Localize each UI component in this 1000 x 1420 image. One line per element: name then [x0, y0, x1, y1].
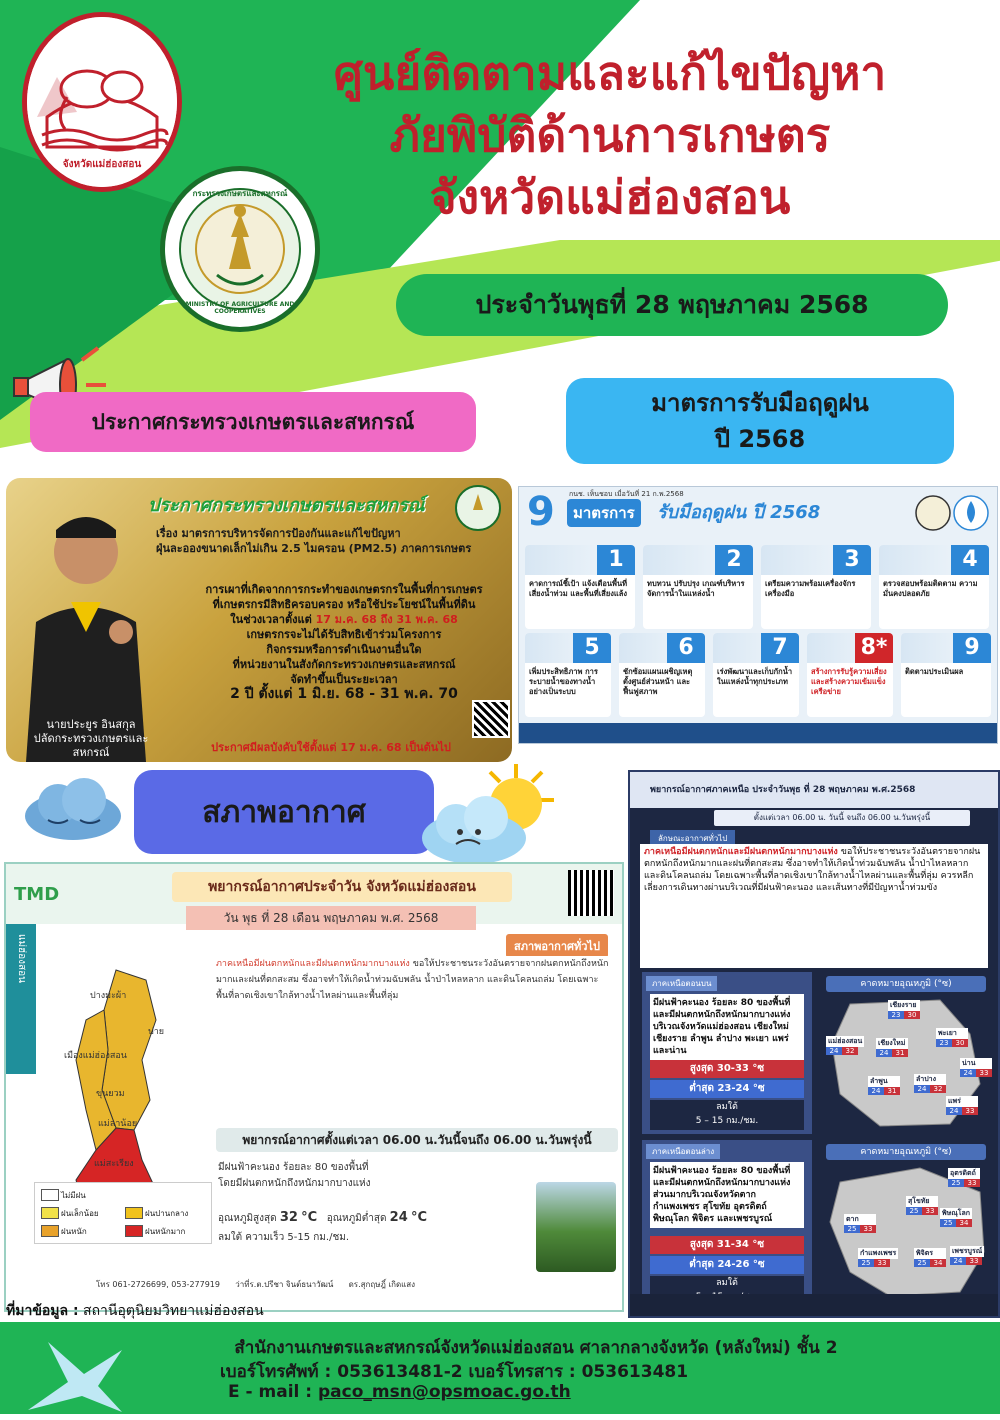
regional-general-highlight: ภาคเหนือมีฝนตกหนักและมีฝนตกหนักมากบางแห่ง — [644, 847, 838, 857]
subject-line-2: ฝุ่นละอองขนาดเล็กไม่เกิน 2.5 ไมครอน (PM2.5) ภาคการเกษตร — [156, 542, 472, 555]
district-maesariang: แม่สะเรียง — [94, 1159, 134, 1169]
city-name: พิษณุโลก — [942, 1209, 971, 1217]
data-source — [6, 1300, 264, 1322]
measures-banner — [566, 378, 954, 464]
measures-heading-line2: ปี 2568 — [714, 425, 806, 453]
measures-heading-line1: มาตรการรับมือฤดูฝน — [651, 389, 869, 417]
sun-cloud-icon — [416, 760, 566, 870]
city-temps — [914, 1085, 946, 1093]
official-name: นายประยูร อินสกุล — [46, 718, 136, 731]
city-low-temp: 23 — [936, 1039, 952, 1047]
upper-wind-speed: 5 – 15 กม./ชม. — [695, 1116, 759, 1126]
city-temps — [960, 1069, 992, 1077]
measure-text: ชักซ้อมแผนเผชิญเหตุ ตั้งศูนย์ส่วนหน้า และฟื้นฟูสภาพ — [623, 667, 693, 696]
regional-period: ตั้งแต่เวลา 06.00 น. วันนี้ จนถึง 06.00 น.วันพรุ่งนี้ — [714, 810, 970, 826]
footer-email-label: E - mail : — [228, 1382, 313, 1402]
measure-number: 9 — [953, 633, 991, 663]
footer-email-link[interactable]: paco_msn@opsmoac.go.th — [317, 1382, 571, 1402]
weather-heading: สภาพอากาศ — [202, 794, 366, 830]
title-line-3: จังหวัดแม่ฮ่องสอน — [429, 170, 791, 224]
measure-text: เตรียมความพร้อมเครื่องจักร เครื่องมือ — [765, 579, 856, 598]
city-name: เชียงใหม่ — [876, 1038, 908, 1049]
landscape-photo — [536, 1182, 616, 1272]
measure-card-highlight — [807, 633, 893, 717]
regional-general-text — [640, 844, 988, 968]
city-high-temp: 33 — [874, 1259, 890, 1267]
measure-number: 7 — [761, 633, 799, 663]
city-low-temp: 25 — [914, 1259, 930, 1267]
city-high-temp: 34 — [930, 1259, 946, 1267]
province-seal-text: จังหวัดแม่ฮ่องสอน — [62, 159, 142, 170]
city-high-temp: 33 — [966, 1257, 982, 1265]
city-name: อุตรดิตถ์ — [948, 1168, 980, 1179]
measure-text: สร้างการรับรู้ความเสี่ยง และสร้างความเข้มแข็ง เครือข่าย — [811, 667, 887, 696]
city-low-temp: 25 — [948, 1179, 964, 1187]
measure-number: 5 — [573, 633, 611, 663]
body-line-2: ที่เกษตรกรมีสิทธิครอบครอง หรือใช้ประโยชน์ในพื้นที่ดิน — [212, 598, 476, 611]
city-low-temp: 24 — [950, 1257, 966, 1265]
city-low-temp: 24 — [946, 1107, 962, 1115]
forecast-side-band — [6, 924, 36, 1074]
ministry-seal-en: MINISTRY OF AGRICULTURE AND COOPERATIVES — [185, 301, 295, 315]
city-low-temp: 24 — [826, 1047, 842, 1055]
measure-text: คาดการณ์ชี้เป้า แจ้งเตือนพื้นที่เสี่ยงน้ำท่วม และพื้นที่เสี่ยงแล้ง — [529, 579, 628, 598]
city-name: เชียงราย — [888, 1000, 920, 1011]
poster-body — [184, 582, 504, 702]
agency-logos-icon — [915, 493, 991, 533]
lower-north-high: สูงสุด 31-34 °ซ — [650, 1236, 804, 1254]
city-temp-label — [948, 1168, 980, 1187]
announcement-banner — [30, 392, 476, 452]
forecast-detail — [218, 1160, 518, 1192]
lower-north-low: ต่ำสุด 24-26 °ซ — [650, 1256, 804, 1274]
legend-heavy: ฝนหนัก — [61, 1227, 87, 1236]
city-temps — [888, 1011, 920, 1019]
forecast-contact — [96, 1278, 616, 1291]
city-high-temp: 33 — [922, 1207, 938, 1215]
upper-north-low: ต่ำสุด 23-24 °ซ — [650, 1080, 804, 1098]
legend-swatch-none — [41, 1189, 59, 1201]
city-temp-label — [858, 1248, 898, 1267]
lower-wind-direction: ลมใต้ — [716, 1278, 738, 1288]
body-line-3 — [184, 612, 504, 627]
city-temp-label — [888, 1000, 920, 1019]
city-temp-label — [940, 1208, 972, 1227]
province-seal-logo — [22, 12, 182, 192]
city-low-temp: 25 — [906, 1207, 922, 1215]
measure-number: 3 — [833, 545, 871, 575]
cloud-icon — [18, 770, 128, 850]
city-name: แม่ฮ่องสอน — [828, 1037, 863, 1045]
city-high-temp: 32 — [930, 1085, 946, 1093]
measure-text: ตรวจสอบพร้อมติดตาม ความมั่นคงปลอดภัย — [883, 579, 978, 598]
temp-high-unit: °C — [301, 1210, 318, 1225]
upper-north-wind — [650, 1100, 804, 1130]
measure-text: เพิ่มประสิทธิภาพ การระบายน้ำของทางน้ำ อย่างเป็นระบบ — [529, 667, 598, 696]
measure-card — [619, 633, 705, 717]
city-low-temp: 23 — [888, 1011, 904, 1019]
city-low-temp: 24 — [960, 1069, 976, 1077]
poster-subject — [156, 526, 496, 556]
city-temps — [876, 1049, 908, 1057]
legend-moderate: ฝนปานกลาง — [145, 1209, 189, 1218]
body-line-4: เกษตรกรจะไม่ได้รับสิทธิเข้าร่วมโครงการ — [246, 628, 442, 641]
city-high-temp: 31 — [892, 1049, 908, 1057]
body-line-5: กิจกรรมหรือการดำเนินงานอื่นใด — [266, 643, 422, 656]
general-weather-body: ขอให้ประชาชนระวังอันตรายจากฝนตกหนักถึงหนักมากและฝนที่ตกสะสม ซึ่งอาจทำให้เกิดน้ำท่วมฉับพลัน น้ำป่าไหลหลาก และดินโคลนถล่ม โดยเฉพาะพื้นที่ลาดเชิงเขาใกล้ทางน้ำไหลผ่านและพื้นที่ลุ่ม — [216, 959, 609, 1001]
district-muang: เมืองแม่ฮ่องสอน — [64, 1051, 127, 1061]
forecast-wind: ลมใต้ ความเร็ว 5-15 กม./ชม. — [218, 1232, 349, 1243]
title-line-2: ภัยพิบัติด้านการเกษตร — [389, 108, 831, 162]
city-temps — [914, 1259, 946, 1267]
measure-card — [643, 545, 753, 629]
forecast-temperature — [218, 1210, 518, 1245]
measures-grid — [525, 545, 991, 715]
temp-high-label: อุณหภูมิสูงสุด — [218, 1213, 277, 1224]
upper-north-panel — [642, 972, 812, 1134]
measure-text: ทบทวน ปรับปรุง เกณฑ์บริหารจัดการน้ำในแหล่งน้ำ — [647, 579, 745, 598]
city-name: พิจิตร — [914, 1248, 946, 1259]
measures-meeting-note: กนช. เห็นชอบ เมื่อวันที่ 21 ก.พ.2568 — [569, 490, 684, 498]
city-temp-label — [960, 1058, 992, 1077]
city-name: สุโขทัย — [906, 1196, 938, 1207]
temp-low-label: อุณหภูมิต่ำสุด — [326, 1213, 387, 1224]
city-temps — [844, 1225, 876, 1233]
temp-high-value: 32 — [279, 1210, 298, 1225]
data-source-label: ที่มาข้อมูล : — [6, 1303, 79, 1319]
city-name: น่าน — [960, 1058, 992, 1069]
city-name: ลำพูน — [868, 1076, 900, 1087]
regional-title: พยากรณ์อากาศภาคเหนือ ประจำวันพุธ ที่ 28 พฤษภาคม พ.ศ.2568 — [650, 785, 916, 795]
forecast-detail-line-2: โดยมีฝนตกหนักถึงหนักมากบางแห่ง — [218, 1178, 371, 1189]
ministry-seal-text: กระทรวงเกษตรและสหกรณ์ — [192, 189, 288, 198]
qr-code-icon — [568, 870, 614, 916]
city-temps — [950, 1257, 984, 1265]
rain-legend — [34, 1182, 212, 1244]
district-pangmapha: ปางมะผ้า — [90, 991, 127, 1001]
city-temps — [948, 1179, 980, 1187]
regional-general-label: ลักษณะอากาศทั่วไป — [650, 830, 735, 847]
measure-card — [901, 633, 991, 717]
measure-card — [525, 633, 611, 717]
legend-swatch-very-heavy — [125, 1225, 143, 1237]
district-khunyuam: ขุนยวม — [96, 1089, 125, 1099]
province-forecast-poster — [4, 862, 624, 1312]
poster-effective-date: ประกาศมีผลบังคับใช้ตั้งแต่ 17 ม.ค. 68 เป็นต้นไป — [211, 741, 451, 754]
city-low-temp: 24 — [868, 1087, 884, 1095]
lower-north-label: ภาคเหนือตอนล่าง — [646, 1144, 720, 1159]
northern-forecast-poster — [628, 770, 1000, 1318]
footer-office: สำนักงานเกษตรและสหกรณ์จังหวัดแม่ฮ่องสอน ศาลากลางจังหวัด (หลังใหม่) ชั้น 2 — [234, 1338, 838, 1358]
body-line-3-dates: 17 ม.ค. 68 ถึง 31 พ.ค. 68 — [315, 613, 458, 626]
legend-swatch-heavy — [41, 1225, 59, 1237]
measure-card — [761, 545, 871, 629]
city-low-temp: 25 — [844, 1225, 860, 1233]
measure-number: 4 — [951, 545, 989, 575]
city-high-temp: 31 — [884, 1087, 900, 1095]
city-high-temp: 33 — [964, 1179, 980, 1187]
measure-card — [525, 545, 635, 629]
measure-number: 6 — [667, 633, 705, 663]
title-line-1: ศูนย์ติดตามและแก้ไขปัญหา — [333, 46, 887, 100]
city-name: กำแพงเพชร — [860, 1249, 897, 1257]
weather-banner — [134, 770, 434, 854]
measure-text: เร่งพัฒนาและเก็บกักน้ำ ในแหล่งน้ำทุกประเภท — [717, 667, 793, 686]
forecast-reporter: ว่าที่ร.ต.ปรีชา จินต์ธนาวัฒน์ — [235, 1280, 334, 1289]
upper-wind-direction: ลมใต้ — [716, 1102, 738, 1112]
district-pai: ปาย — [148, 1027, 165, 1037]
city-name: พะเยา — [936, 1028, 968, 1039]
ministry-badge-icon — [454, 484, 502, 532]
city-high-temp: 30 — [904, 1011, 920, 1019]
upper-north-text: มีฝนฟ้าคะนอง ร้อยละ 80 ของพื้นที่ และมีฝนตกหนักถึงหนักมากบางแห่ง บริเวณจังหวัดแม่ฮ่องสอน เชียงใหม่ เชียงราย ลำพูน ลำปาง พะเยา แพร่ และน่าน — [650, 994, 804, 1060]
regional-footer-bar — [630, 1294, 998, 1316]
poster-title: ประกาศกระทรวงเกษตรและสหกรณ์ — [148, 495, 425, 516]
forecast-period: พยากรณ์อากาศตั้งแต่เวลา 06.00 น.วันนี้จนถึง 06.00 น.วันพรุ่งนี้ — [216, 1128, 618, 1152]
footer-phone: เบอร์โทรศัพท์ : 053613481-2 เบอร์โทรสาร : 053613481 — [220, 1362, 689, 1382]
regional-general-body: ขอให้ประชาชนระวังอันตรายจากฝนตกหนักถึงหนักมากและฝนที่ตกสะสม ซึ่งอาจทำให้เกิดน้ำท่วมฉับพลัน น้ำป่าไหลหลาก และดินโคลนถล่ม โดยเฉพาะพื้นที่ลาดเชิงเขาใกล้ทางน้ำไหลผ่านและพื้นที่ลุ่ม ควรหลีกเลี่ยงการเดินทางผ่านบริเวณที่มีฝนฟ้าคะนอง และเส้นทางที่มีปัญหาน้ำท่วมขัง — [644, 847, 981, 893]
city-name: ลำปาง — [914, 1074, 946, 1085]
city-temp-label — [844, 1214, 876, 1233]
legend-swatch-light — [41, 1207, 59, 1219]
date-banner — [396, 274, 948, 336]
forecast-approver: ดร.สุกฤษฎิ์ เกิดแสง — [348, 1280, 416, 1289]
city-low-temp: 24 — [876, 1049, 892, 1057]
city-high-temp: 33 — [860, 1225, 876, 1233]
footer-email — [228, 1382, 571, 1402]
city-temp-label — [946, 1096, 978, 1115]
tmd-logo: TMD — [14, 884, 60, 905]
city-temp-label — [936, 1028, 968, 1047]
city-high-temp: 33 — [962, 1107, 978, 1115]
general-weather-label: สภาพอากาศทั่วไป — [506, 934, 608, 958]
legend-very-heavy: ฝนหนักมาก — [145, 1227, 186, 1236]
general-weather-highlight: ภาคเหนือมีฝนตกหนักและมีฝนตกหนักมากบางแห่ง — [216, 959, 410, 969]
data-source-value: สถานีอุตุนิยมวิทยาแม่ฮ่องสอน — [83, 1303, 264, 1319]
temp-low-unit: °C — [410, 1210, 427, 1225]
announcement-poster — [6, 478, 512, 762]
district-maelanoi: แม่ลาน้อย — [98, 1119, 138, 1129]
measures-footer-bar — [519, 723, 997, 743]
legend-none: ไม่มีฝน — [61, 1191, 86, 1200]
lower-map-title: คาดหมายอุณหภูมิ (°ซ) — [826, 1144, 986, 1160]
temp-low-value: 24 — [389, 1210, 408, 1225]
measures-tag: มาตรการ — [567, 499, 641, 527]
city-high-temp: 34 — [956, 1219, 972, 1227]
city-temps — [858, 1259, 898, 1267]
city-temps — [940, 1219, 972, 1227]
measure-number: 2 — [715, 545, 753, 575]
body-line-8: 2 ปี ตั้งแต่ 1 มิ.ย. 68 - 31 พ.ค. 70 — [230, 686, 458, 702]
announcement-heading: ประกาศกระทรวงเกษตรและสหกรณ์ — [91, 409, 415, 434]
city-temp-label — [950, 1246, 984, 1265]
city-name: เพชรบูรณ์ — [952, 1247, 983, 1255]
city-low-temp: 25 — [858, 1259, 874, 1267]
measures-title: รับมือฤดูฝน ปี 2568 — [657, 502, 821, 523]
body-line-1: การเผาที่เกิดจากการกระทำของเกษตรกรในพื้นที่การเกษตร — [205, 583, 483, 596]
city-temps — [826, 1047, 864, 1055]
city-high-temp: 33 — [976, 1069, 992, 1077]
forecast-side-label: แม่ฮ่องสอน — [16, 934, 27, 983]
official-title: ปลัดกระทรวงเกษตรและสหกรณ์ — [33, 732, 149, 759]
city-temp-label — [906, 1196, 938, 1215]
legend-light: ฝนเล็กน้อย — [61, 1209, 99, 1218]
body-line-7: จัดทำขึ้นเป็นระยะเวลา — [290, 673, 398, 686]
city-temps — [868, 1087, 900, 1095]
measure-card — [879, 545, 989, 629]
lower-north-text: มีฝนฟ้าคะนอง ร้อยละ 80 ของพื้นที่ และมีฝนตกหนักถึงหนักมากบางแห่ง ส่วนมากบริเวณจังหวัดตาก กำแพงเพชร สุโขทัย อุตรดิตถ์ พิษณุโลก พิจิตร และเพชรบูรณ์ — [650, 1162, 804, 1228]
measures-count: 9 — [527, 489, 555, 535]
city-name: ตาก — [844, 1214, 876, 1225]
forecast-detail-line-1: มีฝนฟ้าคะนอง ร้อยละ 80 ของพื้นที่ — [218, 1162, 369, 1173]
upper-north-label: ภาคเหนือตอนบน — [646, 976, 717, 991]
forecast-phone: โทร 061-2726699, 053-277919 — [96, 1280, 220, 1289]
upper-north-high: สูงสุด 30-33 °ซ — [650, 1060, 804, 1078]
measure-number: 8* — [855, 633, 893, 663]
city-temp-label — [914, 1074, 946, 1093]
city-temps — [946, 1107, 978, 1115]
official-caption — [16, 718, 166, 760]
date-text: ประจำวันพุธที่ 28 พฤษภาคม 2568 — [475, 290, 869, 319]
city-name: แพร่ — [946, 1096, 978, 1107]
city-temp-label — [914, 1248, 946, 1267]
forecast-title: พยากรณ์อากาศประจำวัน จังหวัดแม่ฮ่องสอน — [172, 872, 512, 902]
city-temps — [936, 1039, 968, 1047]
measure-card — [713, 633, 799, 717]
city-temp-label — [826, 1036, 864, 1055]
city-low-temp: 24 — [914, 1085, 930, 1093]
measure-text: ติดตามประเมินผล — [905, 667, 964, 676]
city-temp-label — [868, 1076, 900, 1095]
city-low-temp: 25 — [940, 1219, 956, 1227]
page-title — [240, 42, 980, 228]
city-temps — [906, 1207, 938, 1215]
lower-north-panel — [642, 1140, 812, 1308]
city-temp-label — [876, 1038, 908, 1057]
legend-swatch-moderate — [125, 1207, 143, 1219]
measures-poster — [518, 486, 998, 744]
city-high-temp: 30 — [952, 1039, 968, 1047]
body-line-3-prefix: ในช่วงเวลาตั้งแต่ — [230, 613, 312, 626]
qr-code-icon — [472, 700, 510, 738]
city-high-temp: 32 — [842, 1047, 858, 1055]
measure-number: 1 — [597, 545, 635, 575]
upper-map-title: คาดหมายอุณหภูมิ (°ซ) — [826, 976, 986, 992]
body-line-6: ที่หน่วยงานในสังกัดกระทรวงเกษตรและสหกรณ์ — [232, 658, 456, 671]
subject-line-1: เรื่อง มาตรการบริหารจัดการป้องกันและแก้ไขปัญหา — [156, 527, 401, 540]
forecast-date: วัน พุธ ที่ 28 เดือน พฤษภาคม พ.ศ. 2568 — [186, 906, 476, 930]
general-weather-text — [216, 956, 616, 1004]
